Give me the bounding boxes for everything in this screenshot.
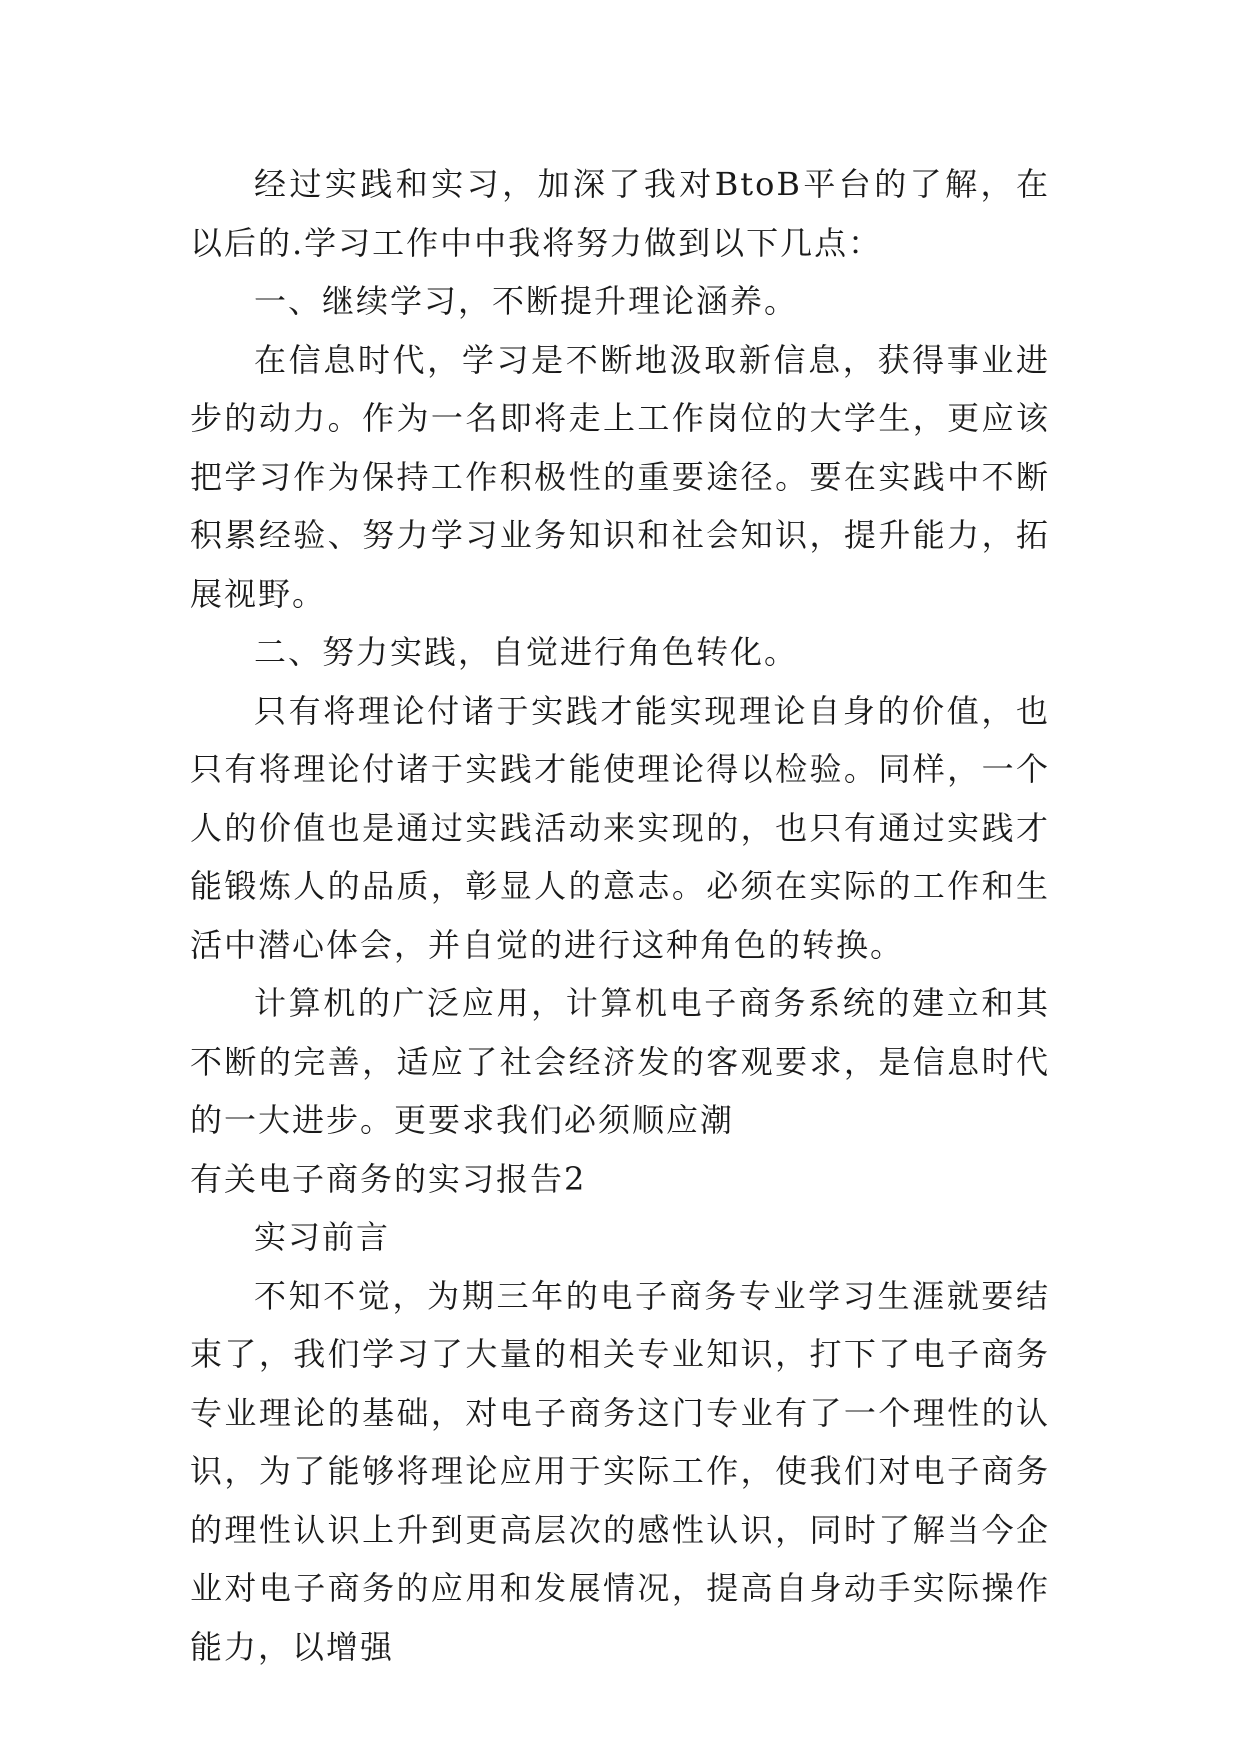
paragraph-preface-heading: 实习前言 [254, 1218, 391, 1256]
paragraph-point-two-heading: 二、努力实践，自觉进行角色转化。 [254, 633, 799, 671]
document-body [190, 155, 1050, 1676]
paragraph-point-two-body: 只有将理论付诸于实践才能实现理论自身的价值，也只有将理论付诸于实践才能使理论得以检验。同样，一个人的价值也是通过实践活动来实现的，也只有通过实践才能锻炼人的品质，彰显人的意志。必须在实际的工作和生活中潜心体会，并自觉的进行这种角色的转换。 [190, 691, 1050, 964]
paragraph-preface-body: 不知不觉，为期三年的电子商务专业学习生涯就要结束了，我们学习了大量的相关专业知识，打下了电子商务专业理论的基础，对电子商务这门专业有了一个理性的认识，为了能够将理论应用于实际工作，使我们对电子商务的理性认识上升到更高层次的感性认识，同时了解当今企业对电子商务的应用和发展情况，提高自身动手实际操作能力，以增强 [190, 1276, 1050, 1666]
paragraph-point-one-heading: 一、继续学习，不断提升理论涵养。 [254, 282, 799, 320]
paragraph-computer-application: 计算机的广泛应用，计算机电子商务系统的建立和其不断的完善，适应了社会经济发的客观要求，是信息时代的一大进步。更要求我们必须顺应潮 [190, 984, 1050, 1139]
paragraph-intro: 经过实践和实习，加深了我对BtoB平台的了解，在以后的.学习工作中中我将努力做到以下几点： [190, 165, 1050, 262]
section-title: 有关电子商务的实习报告2 [190, 1159, 587, 1198]
paragraph-point-one-body: 在信息时代，学习是不断地汲取新信息，获得事业进步的动力。作为一名即将走上工作岗位的大学生，更应该把学习作为保持工作积极性的重要途径。要在实践中不断积累经验、努力学习业务知识和社会知识，提升能力，拓展视野。 [190, 340, 1050, 613]
